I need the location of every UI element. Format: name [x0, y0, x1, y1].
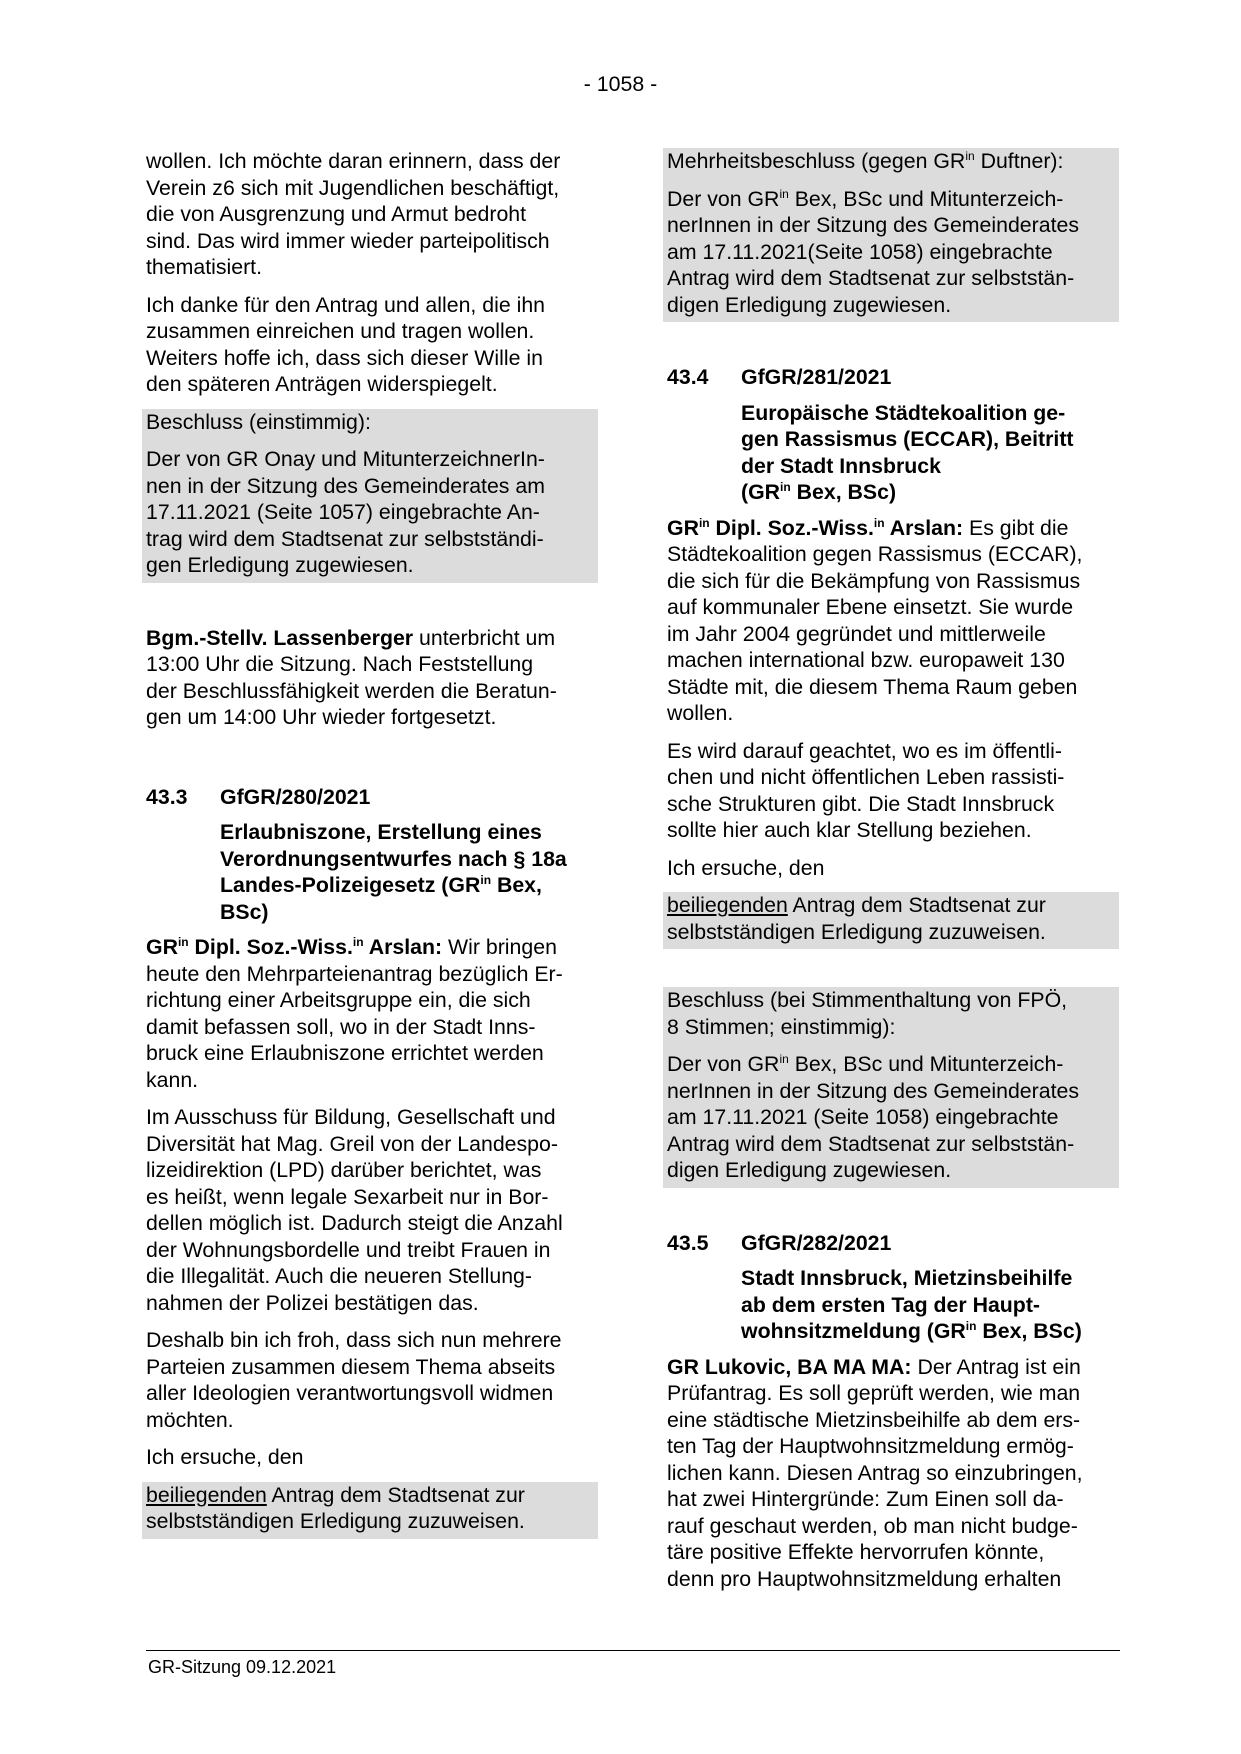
- speech-paragraph: $GR^{in}$ Dipl. Soz.-Wiss.$^{in}$ Arslan: Es gibt die Städtekoalition gegen Rassismus (ECCAR), die sich für die Bekämpfung von Rassismus auf kommunaler Ebene einsetzt. Sie wurde im Jahr 2004 gegründet und mittlerweile machen international bzw. europaweit 130 Städte mit, die diesem Thema Raum geben wollen.: [667, 515, 1083, 725]
- paragraph: Ich ersuche, den: [667, 855, 825, 880]
- agenda-item-title: Europäische Städtekoalition ge- gen Rassismus (ECCAR), Beitritt der Stadt Innsbruck ($GR^{in}$ Bex, BSc): [741, 400, 1074, 504]
- footer-text: GR-Sitzung 09.12.2021: [148, 1657, 337, 1677]
- resolution-text: Der von $GR^{in}$ Bex, BSc und Mitunterzeich- nerInnen in der Sitzung des Gemeinderates am 17.11.2021 (Seite 1058) eingebrachte Antrag wird dem Stadtsenat zur selbststän- digen Erledigung zugewiesen.: [667, 1051, 1079, 1182]
- paragraph: Es wird darauf geachtet, wo es im öffentli- chen und nicht öffentlichen Leben rassisti- sche Strukturen gibt. Die Stadt Innsbruck sollte hier auch klar Stellung beziehen.: [667, 738, 1065, 842]
- agenda-item-number: 43.3: [146, 784, 188, 809]
- resolution-box: [663, 148, 1119, 322]
- paragraph: Ich ersuche, den: [146, 1445, 304, 1469]
- right-column: [667, 148, 1123, 1603]
- request-box: [142, 1482, 598, 1539]
- speaker-name: GR Lukovic, BA MA MA:: [667, 1354, 912, 1379]
- resolution-text: Der von GR Onay und MitunterzeichnerIn- nen in der Sitzung des Gemeinderates am 17.11.2021 (Seite 1057) eingebrachte An- trag wird dem Stadtsenat zur selbstständi- gen Erledigung zugewiesen.: [146, 447, 545, 577]
- agenda-item-code: GfGR/281/2021: [741, 365, 892, 389]
- agenda-item-code: GfGR/282/2021: [741, 1230, 892, 1255]
- paragraph: Ich danke für den Antrag und allen, die ihn zusammen einreichen und tragen wollen. Weiters hoffe ich, dass sich dieser Wille in den späteren Anträgen widerspiegelt.: [146, 292, 546, 396]
- footer-divider: [146, 1650, 1120, 1651]
- request-text: beiliegenden Antrag dem Stadtsenat zur selbstständigen Erledigung zuzuweisen.: [146, 1482, 525, 1533]
- resolution-heading: Beschluss (bei Stimmenthaltung von FPÖ, 8 Stimmen; einstimmig):: [667, 988, 1068, 1039]
- agenda-item-title: Erlaubniszone, Erstellung eines Verordnungsentwurfes nach § 18a Landes-Polizeigesetz ($GR^{in}$ Bex, BSc): [220, 820, 567, 924]
- session-break-paragraph: Bgm.-Stellv. Lassenberger unterbricht um 13:00 Uhr die Sitzung. Nach Feststellung der Beschlussfähigkeit werden die Beratun- gen um 14:00 Uhr wieder fortgesetzt.: [146, 625, 557, 729]
- agenda-item-number: 43.5: [667, 1230, 709, 1255]
- speaker-name: $GR^{in}$ Dipl. Soz.-Wiss.$^{in}$ Arslan:: [667, 515, 964, 540]
- resolution-box: [663, 987, 1119, 1188]
- paragraph: wollen. Ich möchte daran erinnern, dass der Verein z6 sich mit Jugendlichen beschäftigt, die von Ausgrenzung und Armut bedroht sind. Das wird immer wieder parteipolitisch thematisiert.: [146, 149, 561, 279]
- speech-paragraph: $GR^{in}$ Dipl. Soz.-Wiss.$^{in}$ Arslan: Wir bringen heute den Mehrparteienantrag bezüglich Er- richtung einer Arbeitsgruppe ein, die sich damit befassen soll, wo in der Stadt Inns- bruck eine Erlaubniszone errichtet werden kann.: [146, 934, 563, 1092]
- agenda-item-heading: [146, 784, 602, 811]
- paragraph: Deshalb bin ich froh, dass sich nun mehrere Parteien zusammen diesem Thema abseits aller Ideologien verantwortungsvoll widmen möchten.: [146, 1328, 562, 1432]
- agenda-item-heading: [667, 1230, 1123, 1257]
- page-number: - 1058 -: [583, 72, 658, 96]
- request-box: [663, 892, 1119, 949]
- left-column: [146, 148, 602, 1539]
- agenda-item-heading: [667, 364, 1123, 391]
- resolution-heading: Beschluss (einstimmig):: [146, 409, 371, 434]
- resolution-box: [142, 409, 598, 583]
- resolution-heading: Mehrheitsbeschluss (gegen $GR^{in}$ Duftner):: [667, 148, 1064, 173]
- agenda-item-title: Stadt Innsbruck, Mietzinsbeihilfe ab dem ersten Tag der Haupt- wohnsitzmeldung ($GR^{in}$ Bex, BSc): [741, 1266, 1082, 1343]
- request-text: beiliegenden Antrag dem Stadtsenat zur selbstständigen Erledigung zuzuweisen.: [667, 893, 1046, 944]
- agenda-item-number: 43.4: [667, 365, 709, 389]
- resolution-text: Der von $GR^{in}$ Bex, BSc und Mitunterzeich- nerInnen in der Sitzung des Gemeinderates am 17.11.2021(Seite 1058) eingebrachte Antrag wird dem Stadtsenat zur selbststän- digen Erledigung zugewiesen.: [667, 186, 1079, 317]
- paragraph: Im Ausschuss für Bildung, Gesellschaft und Diversität hat Mag. Greil von der Landespo- lizeidirektion (LPD) darüber berichtet, was es heißt, wenn legale Sexarbeit nur in Bor- dellen möglich ist. Dadurch steigt die Anzahl der Wohnungsbordelle und treibt Frauen in die Illegalität. Auch die neueren Stellung- nahmen der Polizei bestätigen das.: [146, 1105, 563, 1315]
- speaker-name: Bgm.-Stellv. Lassenberger: [146, 625, 414, 650]
- speaker-name: $GR^{in}$ Dipl. Soz.-Wiss.$^{in}$ Arslan:: [146, 934, 443, 959]
- agenda-item-code: GfGR/280/2021: [220, 784, 371, 809]
- speech-paragraph: GR Lukovic, BA MA MA: Der Antrag ist ein Prüfantrag. Es soll geprüft werden, wie man eine städtische Mietzinsbeihilfe ab dem ers- ten Tag der Hauptwohnsitzmeldung ermög- lichen kann. Diesen Antrag so einzubringen, hat zwei Hintergründe: Zum Einen soll da- rauf geschaut werden, ob man nicht budge- täre positive Effekte hervorrufen könnte, denn pro Hauptwohnsitzmeldung erhalten: [667, 1354, 1083, 1591]
